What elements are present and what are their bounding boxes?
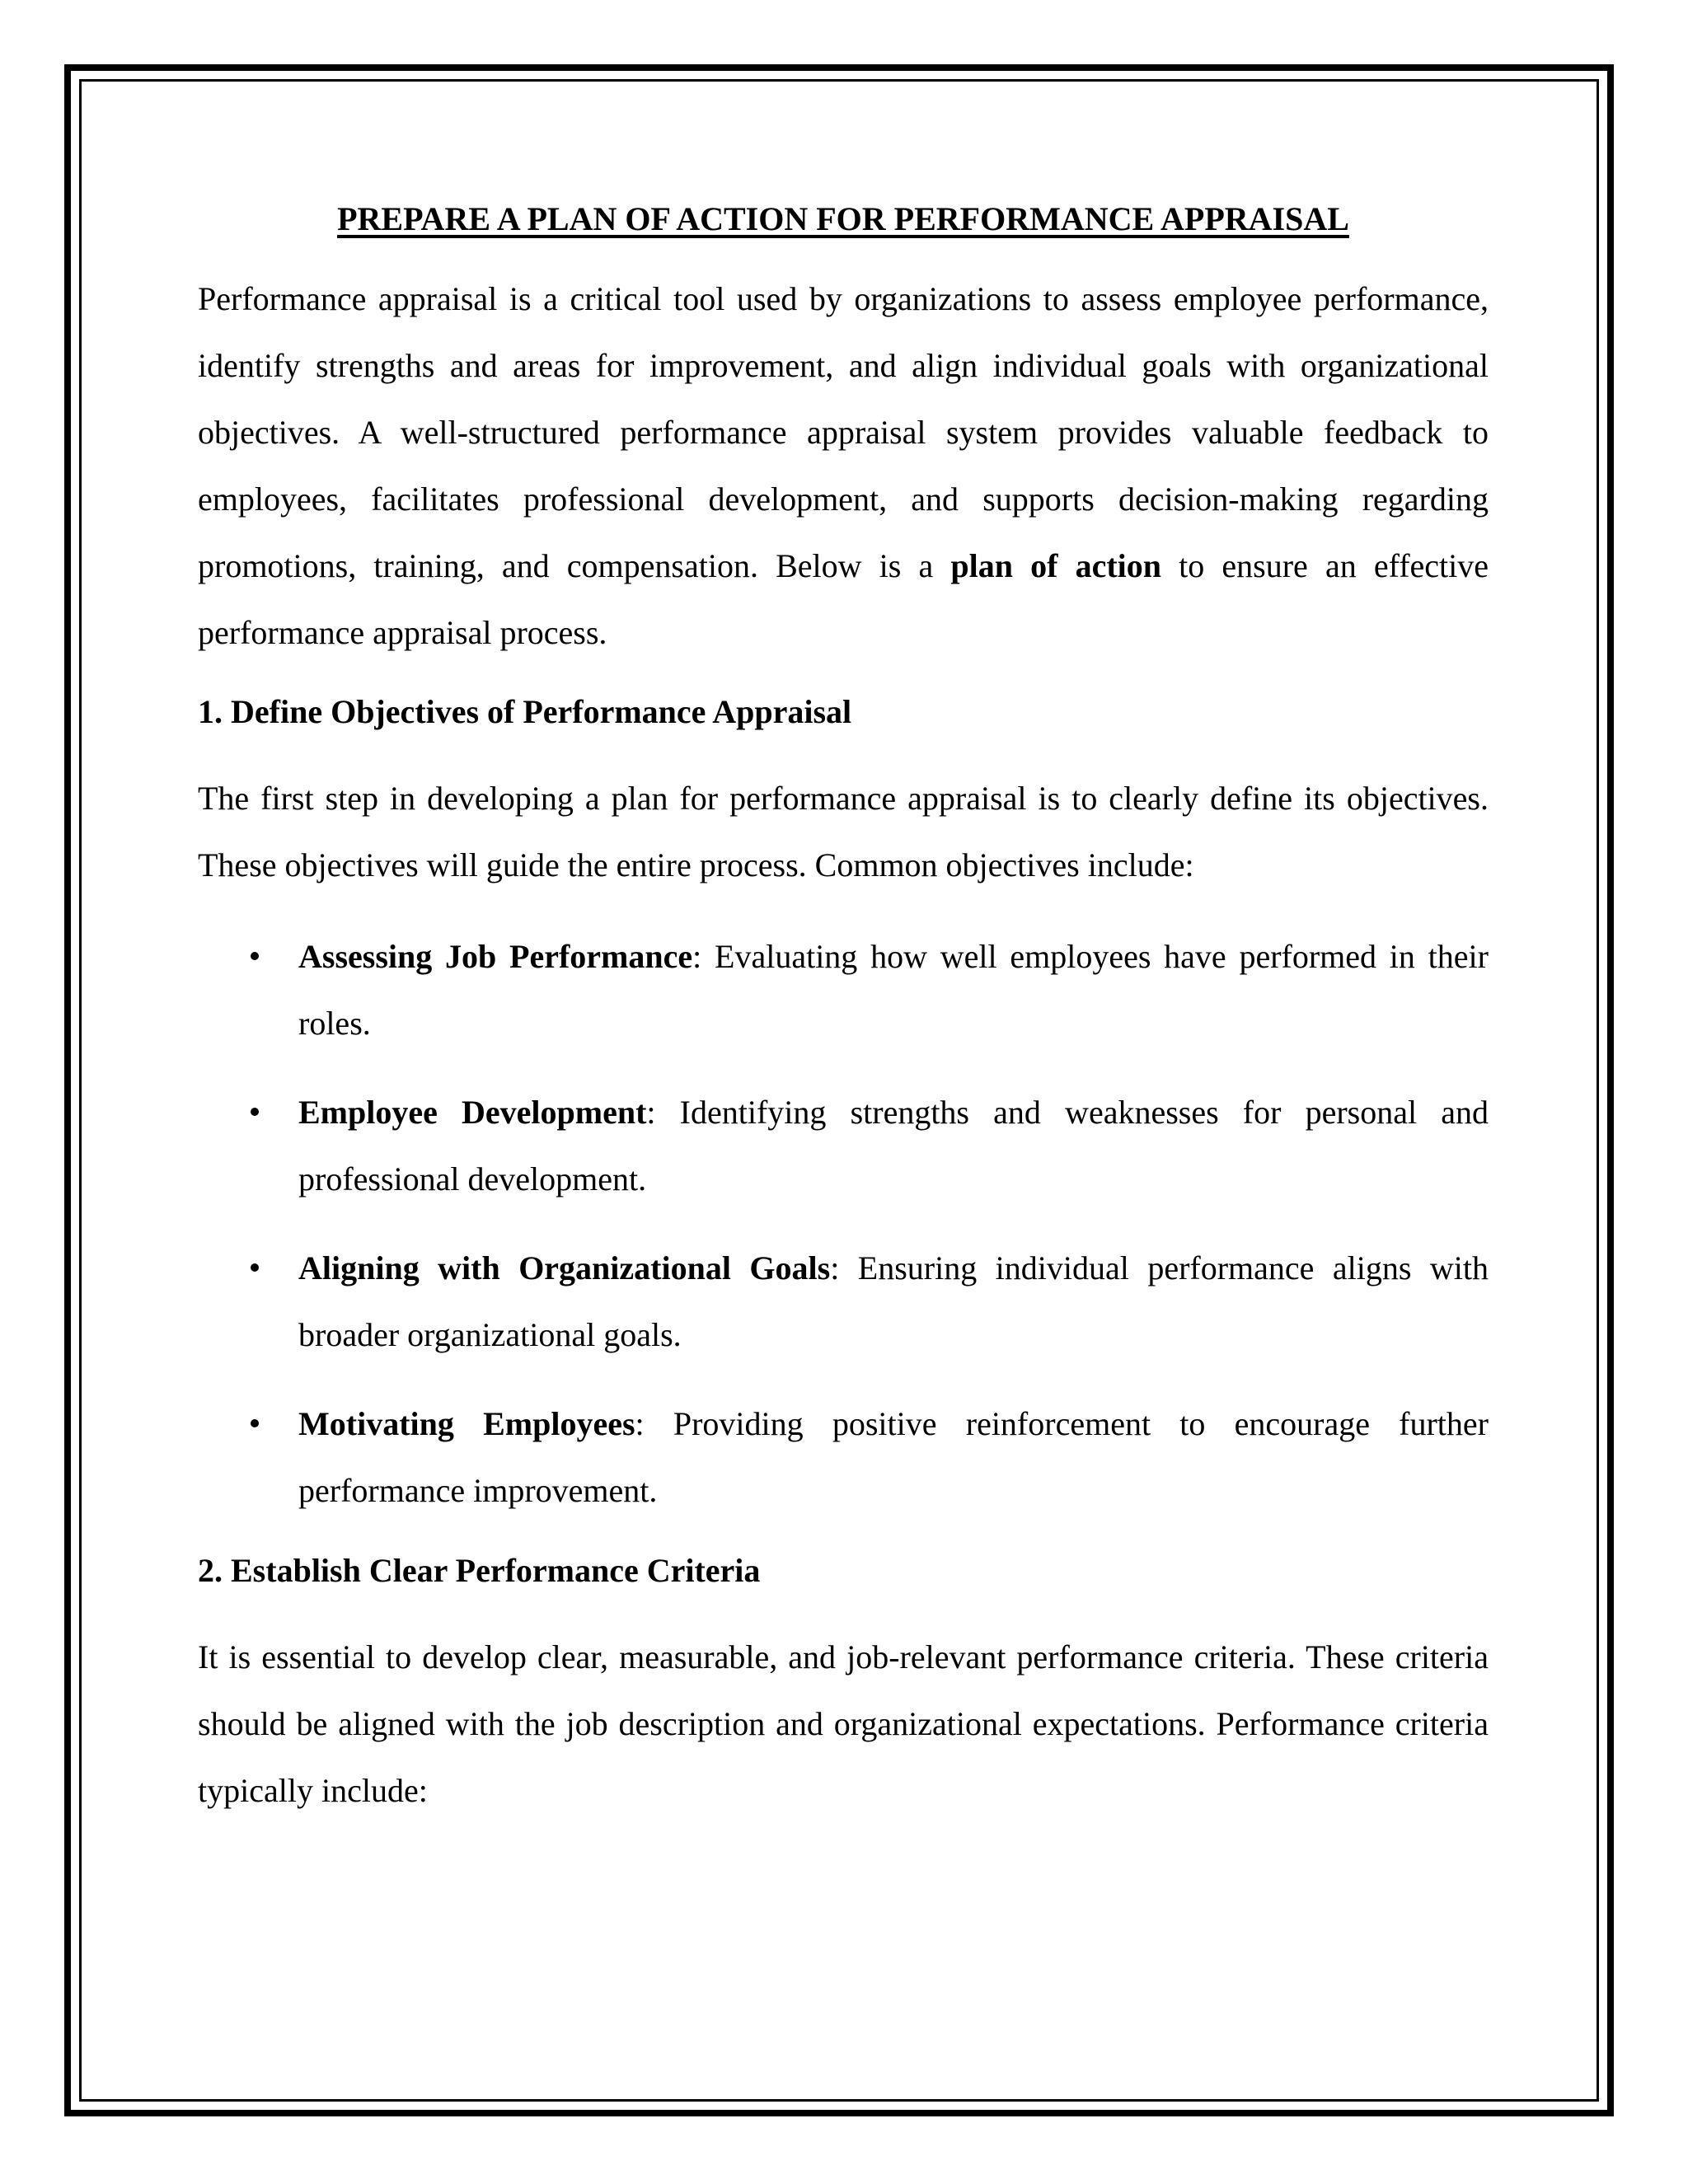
section-1-heading: 1. Define Objectives of Performance Appraisal — [198, 693, 852, 730]
list-item — [198, 1390, 1489, 1524]
bullet-icon — [251, 1419, 259, 1427]
bullet-icon — [251, 1108, 259, 1116]
section-1-paragraph: The first step in developing a plan for performance appraisal is to clearly define its objectives. These objectives will guide the entire process. Common objectives include: — [198, 780, 1489, 883]
intro-text-start: Performance appraisal is a critical tool used by organizations to assess employee performance, identify strengths and areas for improvement, and align individual goals with organizational objectives. A well-structured performance appraisal system provides valuable feedback to employees, facilitates professional development, and supports decision-making regarding promotions, training, and compensation. Below is a — [198, 280, 1489, 584]
bullet-icon — [251, 952, 259, 960]
section-2-paragraph: It is essential to develop clear, measurable, and job-relevant performance criteria. These criteria should be aligned with the job description and organizational expectations. Performance criteria typically include: — [198, 1638, 1489, 1809]
objectives-list — [198, 923, 1489, 1524]
list-item-term: Assessing Job Performance — [298, 938, 693, 975]
list-item-description: : Providing positive reinforcement to encourage further performance improvement. — [298, 1405, 1489, 1509]
intro-bold-phrase: plan of action — [950, 547, 1162, 584]
list-item-term: Employee Development — [298, 1094, 647, 1131]
list-item — [198, 923, 1489, 1057]
intro-paragraph — [198, 265, 1489, 666]
intro-text-end: to ensure an effective performance appraisal process. — [198, 547, 1489, 651]
list-item-description: : Ensuring individual performance aligns with broader organizational goals. — [298, 1249, 1489, 1353]
document-title: PREPARE A PLAN OF ACTION FOR PERFORMANCE APPRAISAL — [337, 200, 1349, 237]
list-item-term: Aligning with Organizational Goals — [298, 1249, 831, 1286]
list-item-term: Motivating Employees — [298, 1405, 635, 1442]
section-2-heading: 2. Establish Clear Performance Criteria — [198, 1552, 761, 1589]
document-body — [198, 194, 1489, 1824]
list-item-description: : Identifying strengths and weaknesses for personal and professional development. — [298, 1094, 1489, 1197]
list-item — [198, 1079, 1489, 1212]
bullet-icon — [251, 1263, 259, 1272]
list-item — [198, 1235, 1489, 1368]
list-item-description: : Evaluating how well employees have performed in their roles. — [298, 938, 1489, 1042]
